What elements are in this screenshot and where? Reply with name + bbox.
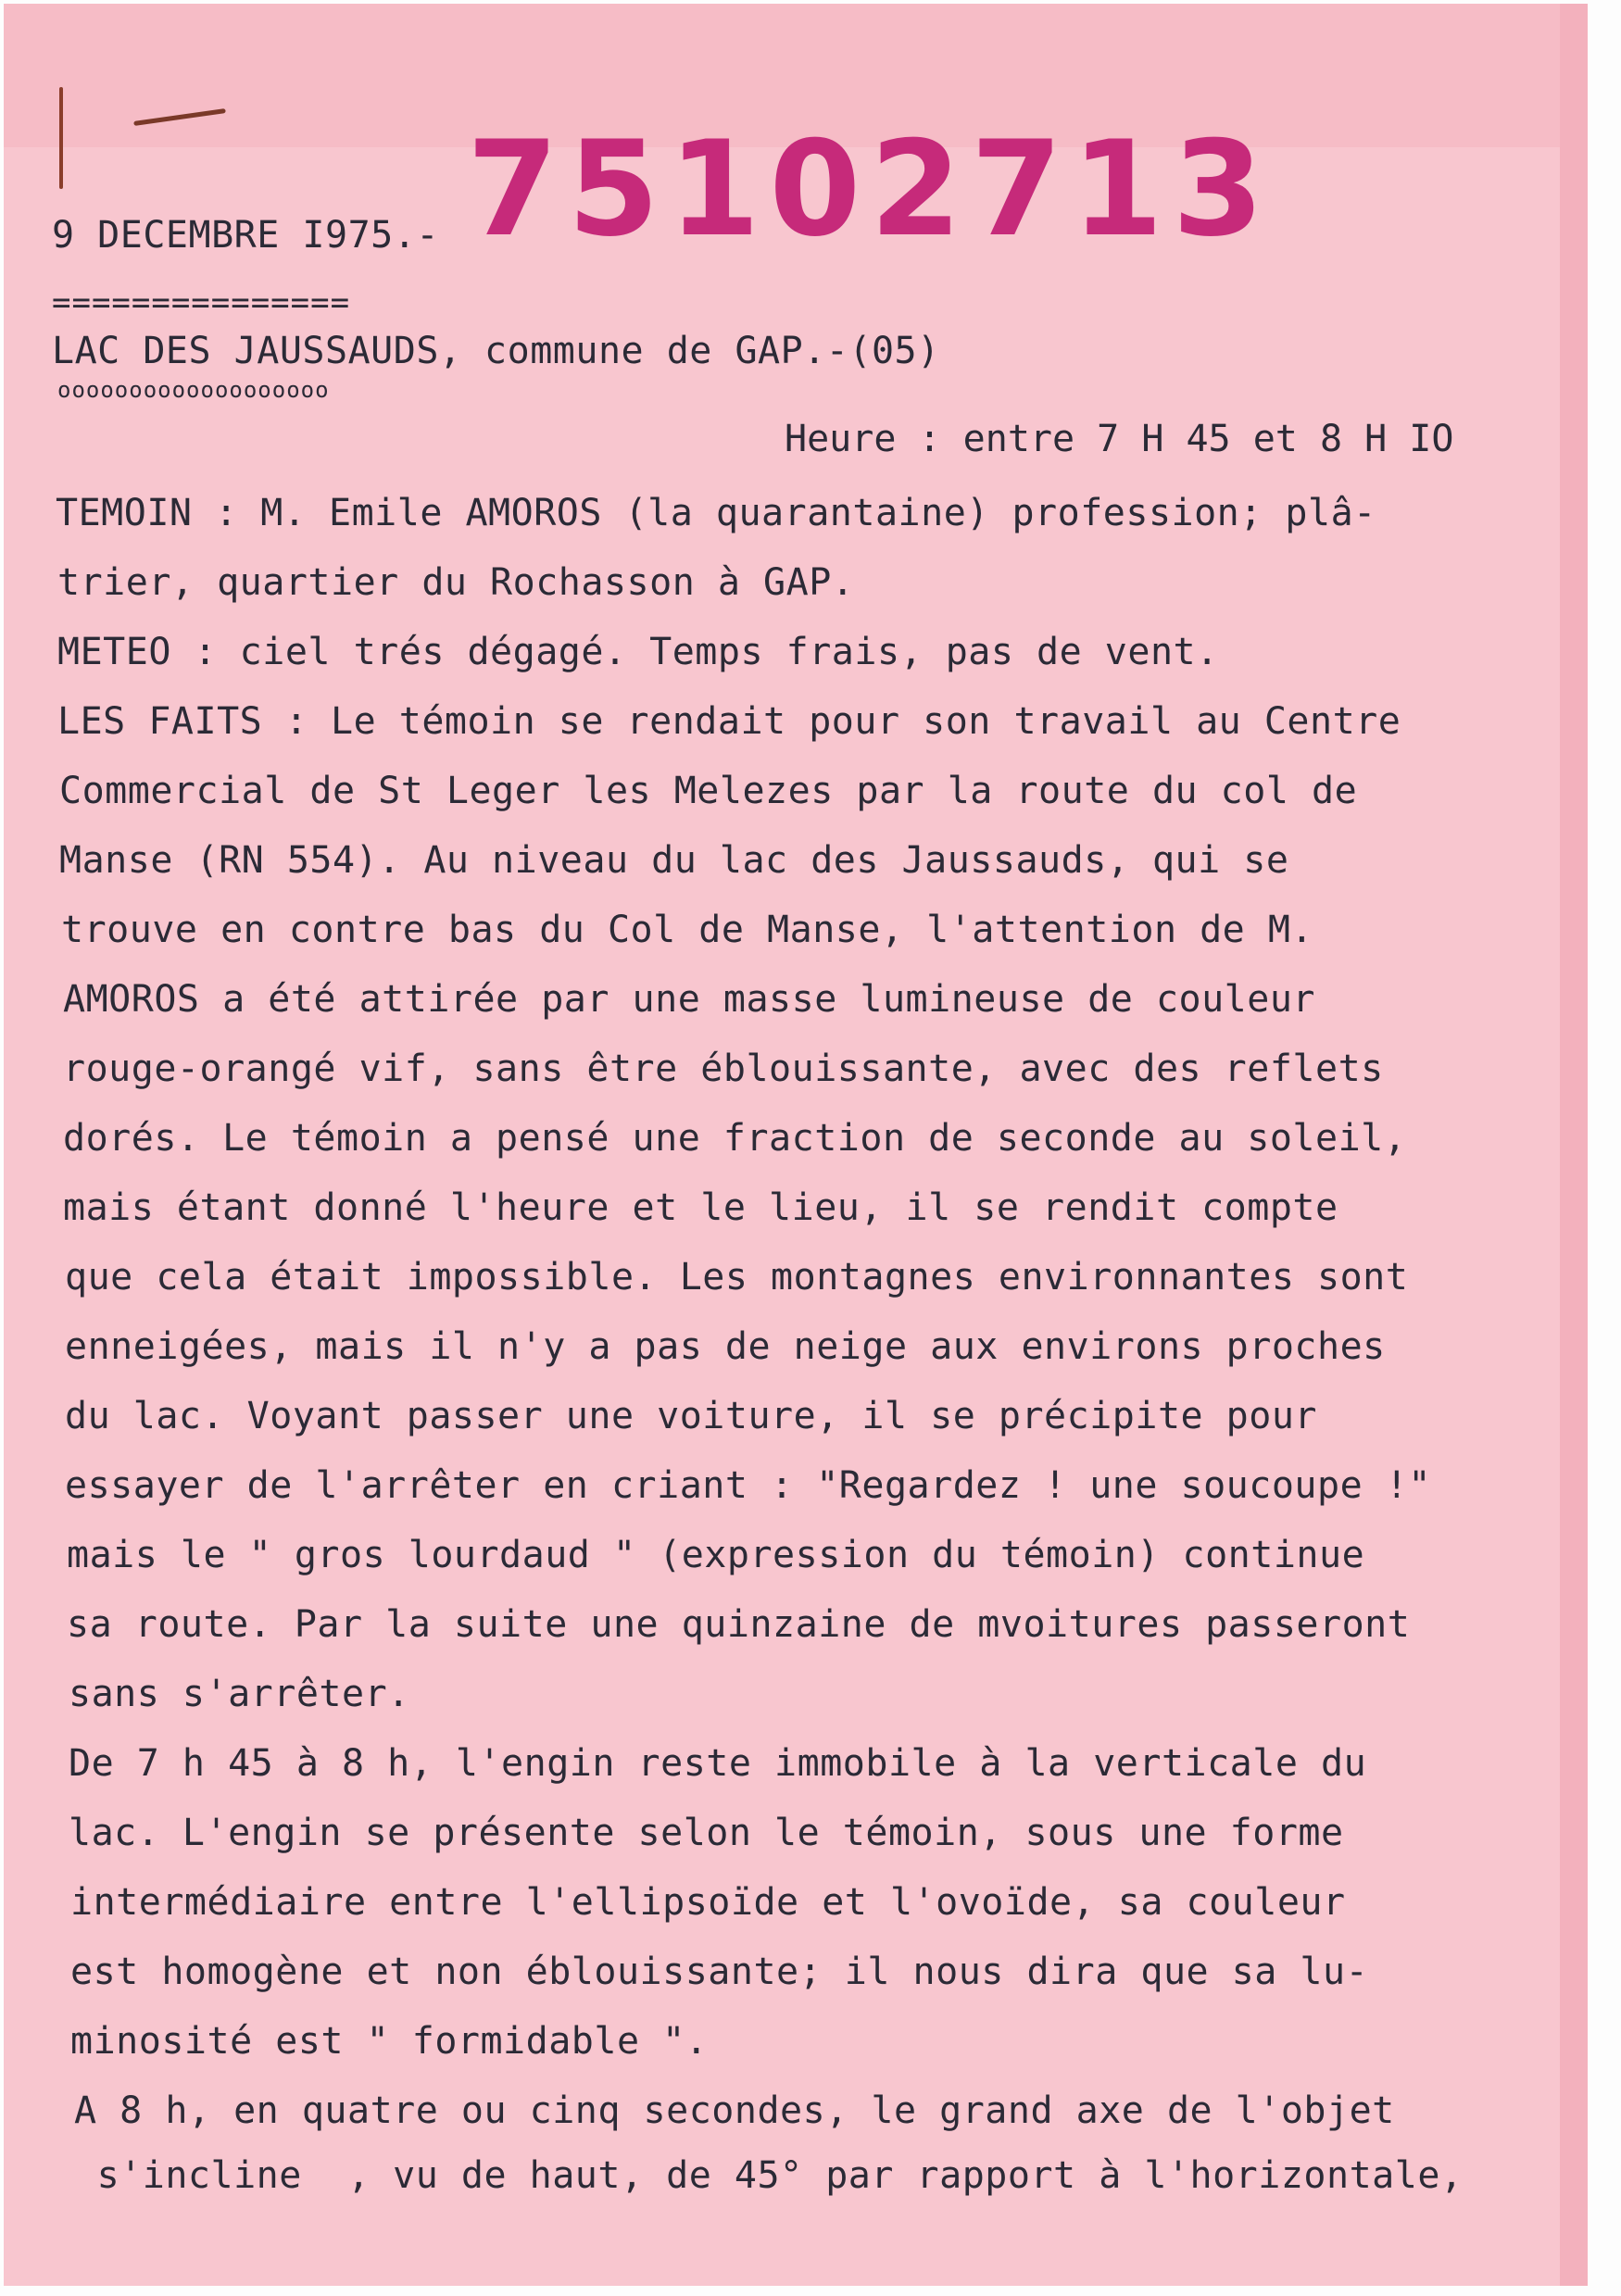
text-line: trouve en contre bas du Col de Manse, l'attention de M. bbox=[61, 909, 1314, 951]
heure-line: Heure : entre 7 H 45 et 8 H IO bbox=[785, 418, 1454, 460]
page-edge bbox=[1560, 4, 1588, 2286]
text-line: De 7 h 45 à 8 h, l'engin reste immobile à la verticale du bbox=[69, 1742, 1367, 1785]
document-page bbox=[4, 4, 1588, 2286]
text-line: du lac. Voyant passer une voiture, il se précipite pour bbox=[65, 1395, 1318, 1437]
text-line: mais étant donné l'heure et le lieu, il se rendit compte bbox=[63, 1186, 1338, 1229]
text-line: mais le " gros lourdaud " (expression du témoin) continue bbox=[67, 1534, 1365, 1576]
text-line: que cela était impossible. Les montagnes environnantes sont bbox=[65, 1256, 1409, 1299]
text-line: intermédiaire entre l'ellipsoïde et l'ovoïde, sa couleur bbox=[70, 1881, 1346, 1924]
text-line: trier, quartier du Rochasson à GAP. bbox=[57, 561, 855, 604]
text-line: essayer de l'arrêter en criant : "Regardez ! une soucoupe !" bbox=[65, 1464, 1431, 1507]
text-line: METEO : ciel trés dégagé. Temps frais, pas de vent. bbox=[57, 631, 1219, 673]
text-line: est homogène et non éblouissante; il nous dira que sa lu- bbox=[70, 1951, 1369, 1993]
text-line: dorés. Le témoin a pensé une fraction de seconde au soleil, bbox=[63, 1117, 1407, 1160]
text-line: rouge-orangé vif, sans être éblouissante, avec des reflets bbox=[63, 1048, 1384, 1090]
text-line: AMOROS a été attirée par une masse lumineuse de couleur bbox=[63, 978, 1316, 1021]
text-line: LES FAITS : Le témoin se rendait pour son travail au Centre bbox=[57, 700, 1401, 743]
text-line: enneigées, mais il n'y a pas de neige aux environs proches bbox=[65, 1325, 1386, 1368]
text-line: lac. L'engin se présente selon le témoin, sous une forme bbox=[69, 1812, 1344, 1854]
text-line: A 8 h, en quatre ou cinq secondes, le grand axe de l'objet bbox=[74, 2089, 1395, 2132]
text-line: Commercial de St Leger les Melezes par la route du col de bbox=[59, 770, 1358, 812]
text-line: minosité est " formidable ". bbox=[70, 2020, 709, 2063]
location-line: LAC DES JAUSSAUDS, commune de GAP.-(05) bbox=[52, 330, 940, 372]
date-underline: =============== bbox=[52, 284, 351, 321]
text-line: Manse (RN 554). Au niveau du lac des Jaussauds, qui se bbox=[59, 839, 1289, 882]
text-line: TEMOIN : M. Emile AMOROS (la quarantaine) profession; plâ- bbox=[56, 492, 1376, 534]
date-line: 9 DECEMBRE I975.- bbox=[52, 214, 439, 257]
text-line: sa route. Par la suite une quinzaine de mvoitures passeront bbox=[67, 1603, 1411, 1646]
staple-mark bbox=[59, 87, 63, 189]
text-line: sans s'arrêter. bbox=[69, 1673, 410, 1715]
stamp-number: 75102713 bbox=[467, 113, 1274, 266]
location-underline: ooooooooooooooooooo bbox=[57, 377, 330, 403]
text-line: s'incline , vu de haut, de 45° par rapport à l'horizontale, bbox=[74, 2154, 1464, 2197]
pencil-mark bbox=[133, 108, 226, 126]
